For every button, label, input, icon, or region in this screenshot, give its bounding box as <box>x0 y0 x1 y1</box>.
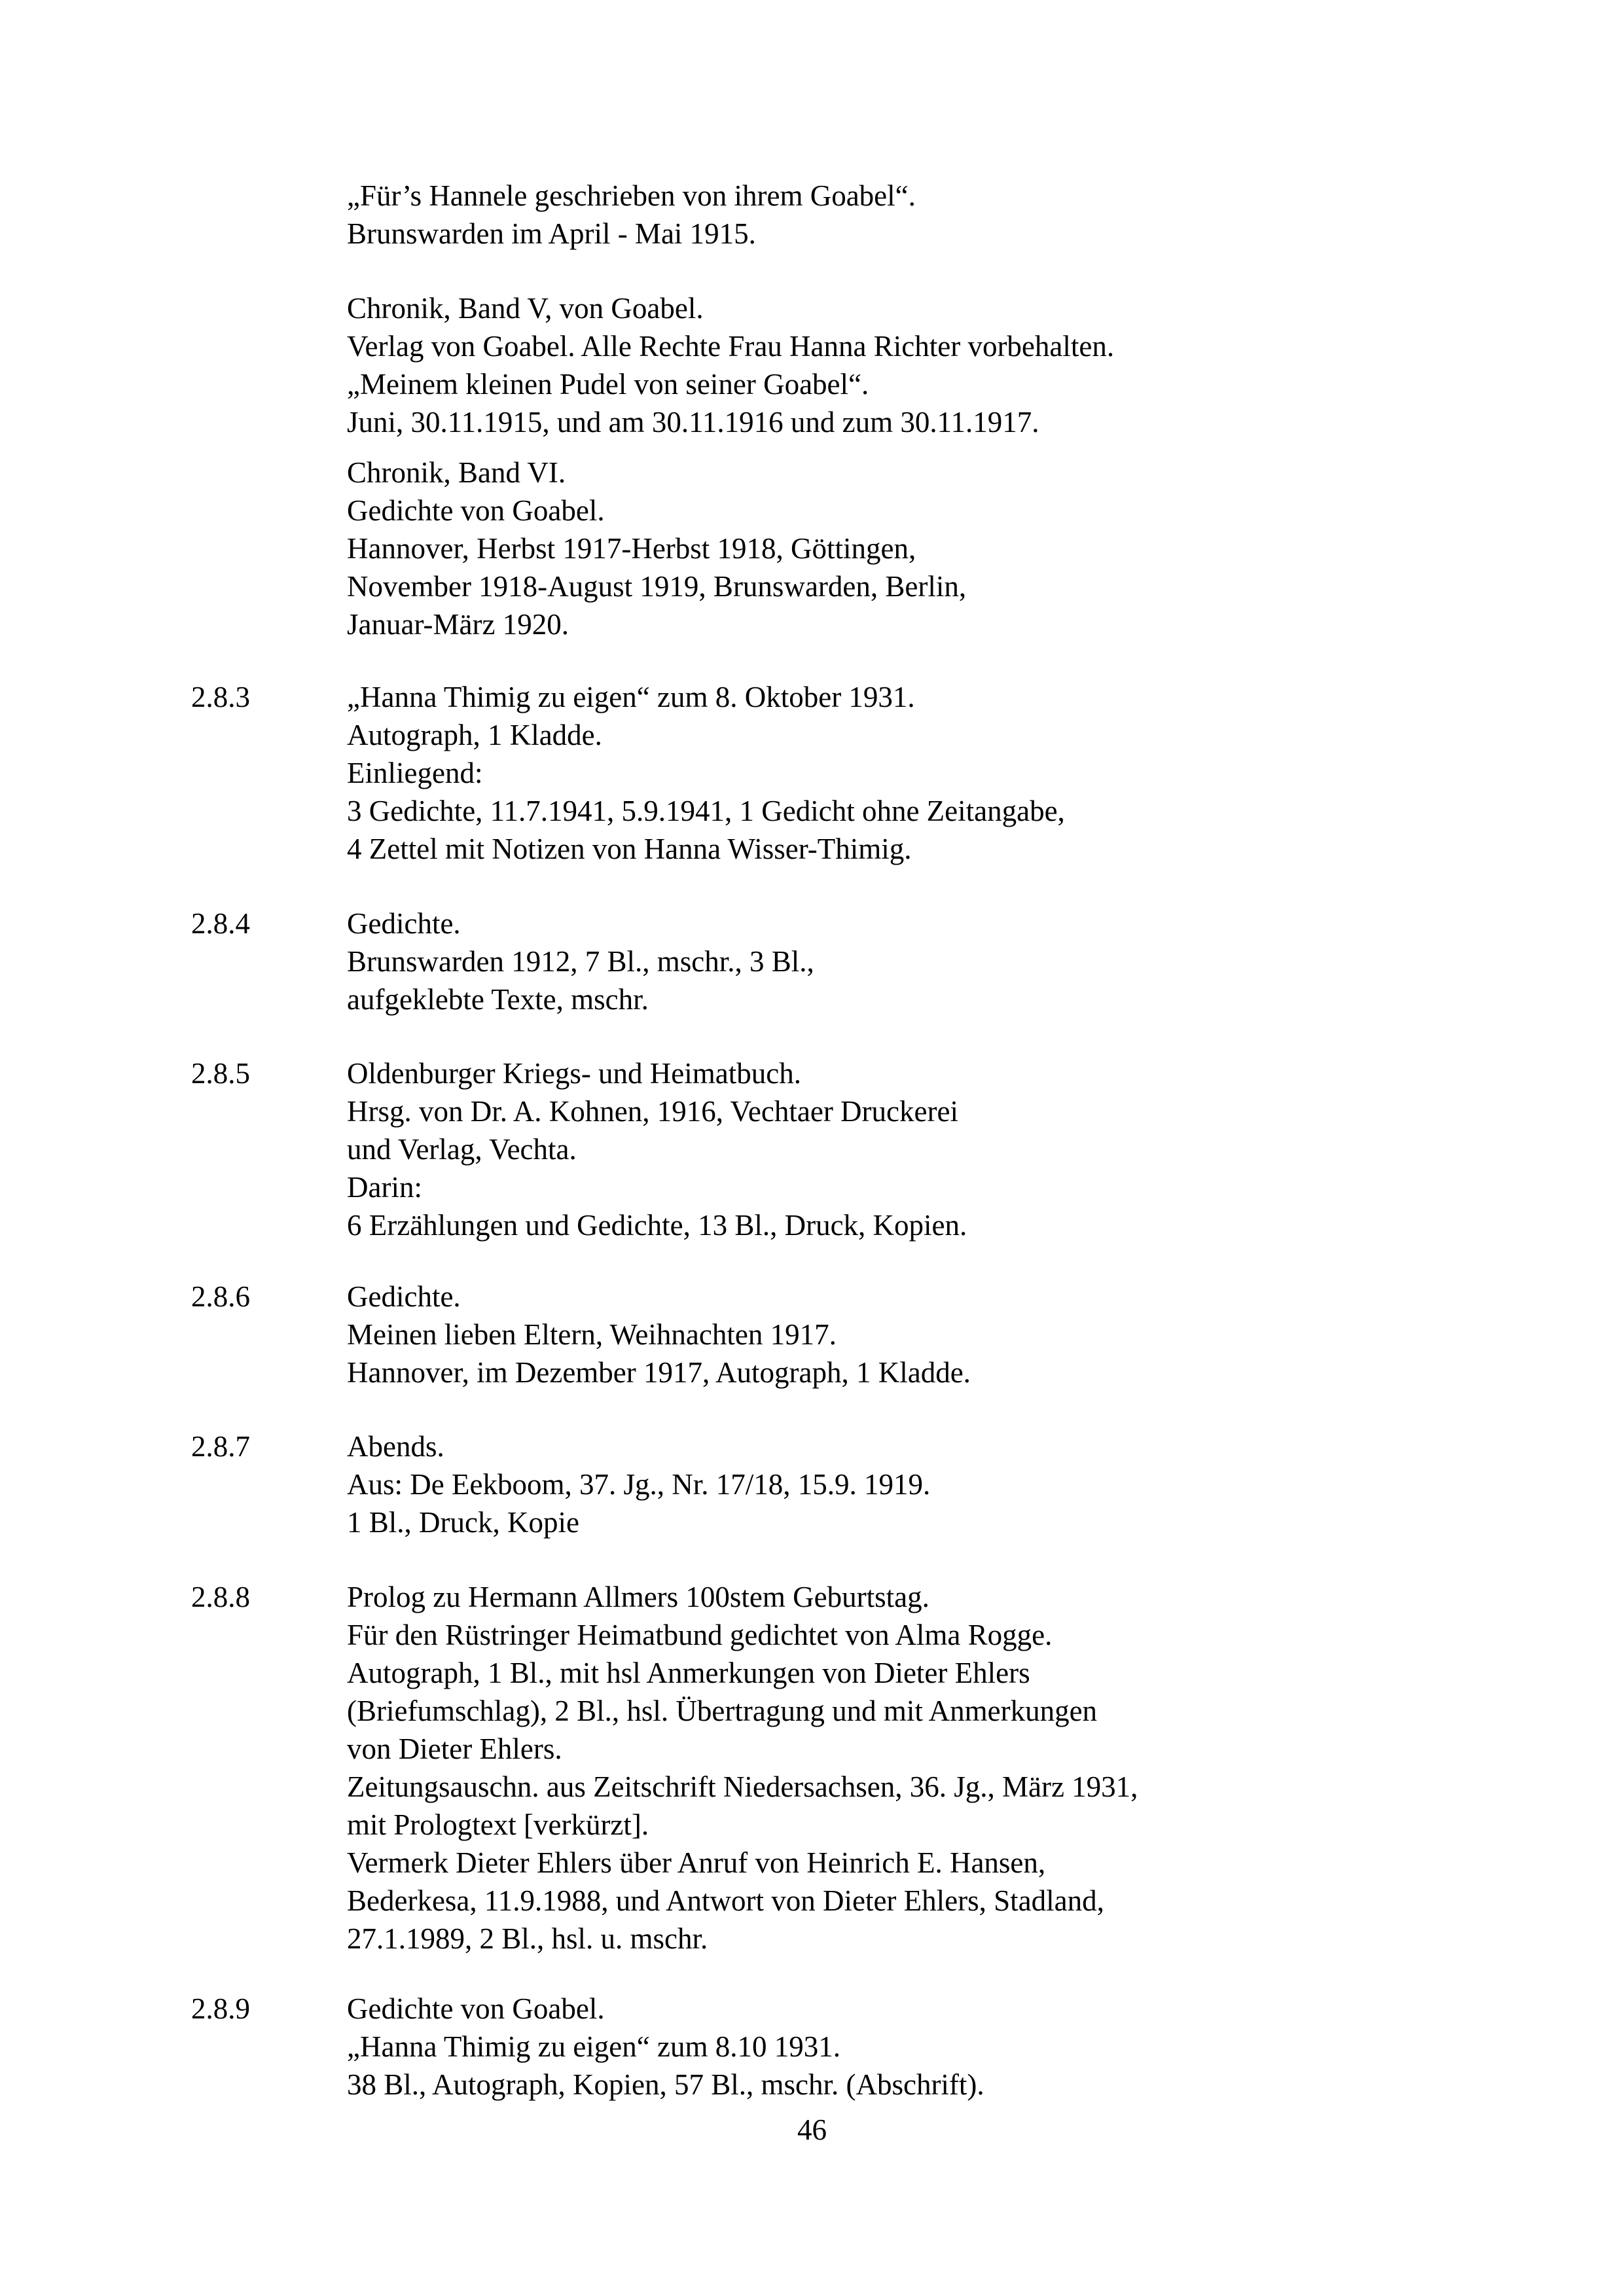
entry-line: von Dieter Ehlers. <box>347 1732 562 1765</box>
entry-line: Prolog zu Hermann Allmers 100stem Geburtstag. <box>347 1581 929 1613</box>
entry-number: 2.8.7 <box>191 1430 250 1463</box>
page-number: 46 <box>797 2113 827 2146</box>
entry-text <box>347 1990 984 2104</box>
entry-line: „Hanna Thimig zu eigen“ zum 8.10 1931. <box>347 2030 840 2063</box>
entry-number: 2.8.4 <box>191 907 250 940</box>
entry-line: aufgeklebte Texte, mschr. <box>347 983 649 1016</box>
entry-line: Zeitungsauschn. aus Zeitschrift Niedersachsen, 36. Jg., März 1931, <box>347 1770 1138 1803</box>
entry-line: Für den Rüstringer Heimatbund gedichtet von Alma Rogge. <box>347 1619 1053 1651</box>
entry-number: 2.8.9 <box>191 1992 250 2025</box>
entry-line: 6 Erzählungen und Gedichte, 13 Bl., Druck, Kopien. <box>347 1209 967 1242</box>
entry-text <box>347 678 1065 868</box>
entry-line: 27.1.1989, 2 Bl., hsl. u. mschr. <box>347 1922 708 1955</box>
entry-line: 3 Gedichte, 11.7.1941, 5.9.1941, 1 Gedicht ohne Zeitangabe, <box>347 795 1065 827</box>
entry-line: Autograph, 1 Bl., mit hsl Anmerkungen von Dieter Ehlers <box>347 1657 1030 1689</box>
entry-line: Bederkesa, 11.9.1988, und Antwort von Dieter Ehlers, Stadland, <box>347 1884 1104 1917</box>
entry-number: 2.8.8 <box>191 1581 250 1613</box>
entry-text <box>347 1278 971 1391</box>
entry-text <box>347 289 1114 441</box>
entry-line: Einliegend: <box>347 757 483 789</box>
entry-line: „Für’s Hannele geschrieben von ihrem Goabel“. <box>347 179 916 212</box>
entry-line: Gedichte von Goabel. <box>347 494 605 527</box>
entry-line: Autograph, 1 Kladde. <box>347 719 602 751</box>
entry-line: mit Prologtext [verkürzt]. <box>347 1808 649 1841</box>
entry-line: „Hanna Thimig zu eigen“ zum 8. Oktober 1931. <box>347 681 915 713</box>
entry-line: Chronik, Band V, von Goabel. <box>347 292 704 325</box>
entry-text <box>347 454 966 643</box>
entry-text <box>347 1427 930 1541</box>
entry-line: Chronik, Band VI. <box>347 456 566 489</box>
entry-number: 2.8.6 <box>191 1280 250 1313</box>
entry-line: Brunswarden im April - Mai 1915. <box>347 217 756 250</box>
entry-line: Gedichte. <box>347 1280 461 1313</box>
entry-text <box>347 1578 1138 1958</box>
entry-line: Oldenburger Kriegs- und Heimatbuch. <box>347 1057 801 1090</box>
entry-text <box>347 905 814 1018</box>
entry-number: 2.8.5 <box>191 1057 250 1090</box>
entry-line: Aus: De Eekboom, 37. Jg., Nr. 17/18, 15.9. 1919. <box>347 1468 931 1501</box>
entry-line: Meinen lieben Eltern, Weihnachten 1917. <box>347 1318 837 1351</box>
entry-line: Gedichte. <box>347 907 461 940</box>
entry-line: und Verlag, Vechta. <box>347 1133 577 1166</box>
entry-text <box>347 1054 967 1244</box>
entry-line: „Meinem kleinen Pudel von seiner Goabel“. <box>347 368 869 401</box>
entry-line: Brunswarden 1912, 7 Bl., mschr., 3 Bl., <box>347 945 814 978</box>
entry-line: 4 Zettel mit Notizen von Hanna Wisser-Thimig. <box>347 833 912 865</box>
entry-line: Hrsg. von Dr. A. Kohnen, 1916, Vechtaer Druckerei <box>347 1095 958 1128</box>
entry-line: 38 Bl., Autograph, Kopien, 57 Bl., mschr. (Abschrift). <box>347 2068 984 2101</box>
entry-number: 2.8.3 <box>191 681 250 713</box>
entry-line: 1 Bl., Druck, Kopie <box>347 1506 579 1539</box>
entry-line: Hannover, im Dezember 1917, Autograph, 1 Kladde. <box>347 1356 971 1389</box>
entry-line: Abends. <box>347 1430 444 1463</box>
entry-line: Januar-März 1920. <box>347 608 569 641</box>
entry-text <box>347 177 916 253</box>
entry-line: Gedichte von Goabel. <box>347 1992 605 2025</box>
entry-line: (Briefumschlag), 2 Bl., hsl. Übertragung und mit Anmerkungen <box>347 1695 1098 1727</box>
entry-line: November 1918-August 1919, Brunswarden, Berlin, <box>347 570 967 603</box>
entry-line: Verlag von Goabel. Alle Rechte Frau Hanna Richter vorbehalten. <box>347 330 1115 363</box>
entry-line: Darin: <box>347 1171 422 1204</box>
entry-line: Hannover, Herbst 1917-Herbst 1918, Göttingen, <box>347 532 916 565</box>
entry-line: Juni, 30.11.1915, und am 30.11.1916 und zum 30.11.1917. <box>347 406 1039 439</box>
entry-line: Vermerk Dieter Ehlers über Anruf von Heinrich E. Hansen, <box>347 1846 1046 1879</box>
